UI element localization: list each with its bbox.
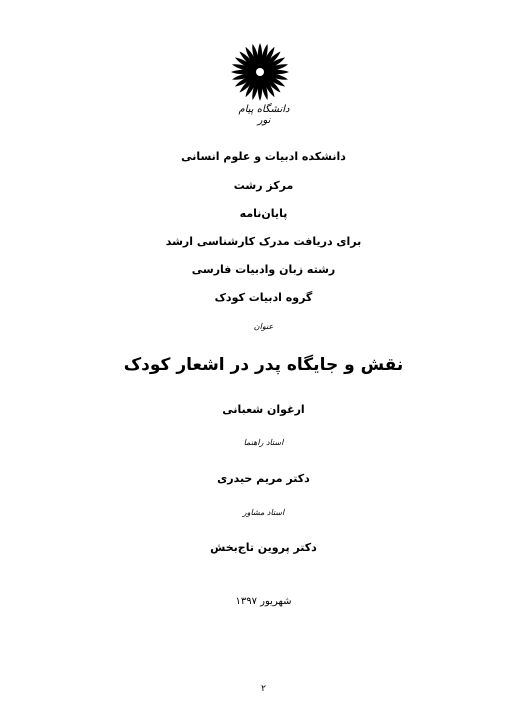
logo-center — [256, 68, 264, 76]
faculty-name: دانشکده ادبیات و علوم انسانی — [181, 150, 346, 163]
page-number: ۲ — [261, 684, 266, 694]
title-label: عنوان — [253, 322, 274, 331]
supervisor-name: دکتر مریم حیدری — [217, 472, 310, 485]
center-name: مرکز رشت — [233, 179, 294, 192]
group-line: گروه ادبیات کودک — [214, 291, 313, 304]
advisor-label: استاد مشاور — [242, 508, 285, 517]
author-name: ارغوان شعبانی — [222, 403, 305, 416]
document-type: پایان‌نامه — [239, 207, 288, 220]
degree-line: برای دریافت مدرک کارشناسی ارشد — [165, 235, 362, 248]
advisor-name: دکتر پروین تاج‌بخش — [210, 541, 317, 554]
date: شهریور ۱۳۹۷ — [235, 596, 292, 607]
field-line: رشته زبان وادبیات فارسی — [191, 263, 336, 276]
university-logo-text: دانشگاه پیام نور — [238, 104, 290, 126]
university-logo-icon — [228, 40, 292, 104]
supervisor-label: استاد راهنما — [243, 438, 284, 447]
thesis-title: نقش و جایگاه پدر در اشعار کودک — [123, 355, 404, 375]
